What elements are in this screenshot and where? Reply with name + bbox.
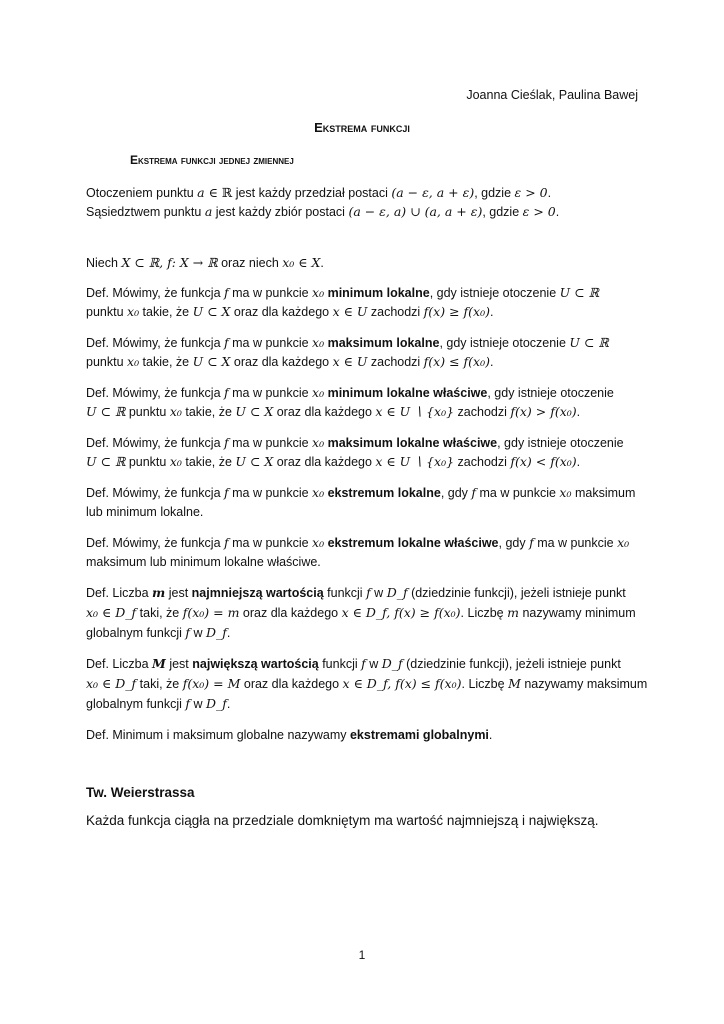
def-global-minimum-line3: globalnym funkcji f w D_f. [86,625,231,640]
def-strict-local-extremum-line1: Def. Mówimy, że funkcja f ma w punkcie x₀ ekstremum lokalne właściwe, gdy f ma w punkcie x₀ [86,535,630,550]
definition-punctured-neighbourhood: Sąsiedztwem punktu a jest każdy zbiór postaci (a − ε, a) ∪ (a, a + ε), gdzie ε > 0. [86,204,560,219]
page-title: Ekstrema funkcji [314,120,410,135]
theorem-title: Tw. Weierstrassa [86,785,195,800]
def-local-extremum-line1: Def. Mówimy, że funkcja f ma w punkcie x₀ ekstremum lokalne, gdy f ma w punkcie x₀ maksimum [86,485,636,500]
theorem-text: Każda funkcja ciągła na przedziale domkniętym ma wartość najmniejszą i największą. [86,813,599,828]
def-global-minimum-line1: Def. Liczba m jest najmniejszą wartością funkcji f w D_f (dziedzinie funkcji), jeżeli istnieje punkt [86,585,626,600]
page-number: 1 [358,948,366,962]
def-local-maximum-line2: punktu x₀ takie, że U ⊂ X oraz dla każdego x ∈ U zachodzi f(x) ≤ f(x₀). [86,354,494,369]
def-global-maximum-line1: Def. Liczba M jest największą wartością funkcji f w D_f (dziedzinie funkcji), jeżeli istnieje punkt [86,656,621,671]
def-strict-local-maximum-line1: Def. Mówimy, że funkcja f ma w punkcie x₀ maksimum lokalne właściwe, gdy istnieje otoczenie [86,435,624,450]
def-strict-local-extremum-line2: maksimum lub minimum lokalne właściwe. [86,555,321,569]
def-local-extremum-line2: lub minimum lokalne. [86,505,204,519]
definition-neighbourhood: Otoczeniem punktu a ∈ ℝ jest każdy przedział postaci (a − ε, a + ε), gdzie ε > 0. [86,185,552,200]
def-global-maximum-line2: x₀ ∈ D_f taki, że f(x₀) = M oraz dla każdego x ∈ D_f, f(x) ≤ f(x₀). Liczbę M nazywamy maksimum [86,676,648,691]
def-global-extrema: Def. Minimum i maksimum globalne nazywamy ekstremami globalnymi. [86,728,493,742]
def-local-minimum-line2: punktu x₀ takie, że U ⊂ X oraz dla każdego x ∈ U zachodzi f(x) ≥ f(x₀). [86,304,494,319]
def-global-minimum-line2: x₀ ∈ D_f taki, że f(x₀) = m oraz dla każdego x ∈ D_f, f(x) ≥ f(x₀). Liczbę m nazywamy minimum [86,605,636,620]
def-strict-local-minimum-line1: Def. Mówimy, że funkcja f ma w punkcie x₀ minimum lokalne właściwe, gdy istnieje otoczenie [86,385,614,400]
def-strict-local-maximum-line2: U ⊂ ℝ punktu x₀ takie, że U ⊂ X oraz dla każdego x ∈ U ∖ {x₀} zachodzi f(x) < f(x₀). [86,454,581,469]
authors: Joanna Cieślak, Paulina Bawej [466,88,638,102]
def-local-minimum-line1: Def. Mówimy, że funkcja f ma w punkcie x₀ minimum lokalne, gdy istnieje otoczenie U ⊂ ℝ [86,285,599,300]
def-strict-local-minimum-line2: U ⊂ ℝ punktu x₀ takie, że U ⊂ X oraz dla każdego x ∈ U ∖ {x₀} zachodzi f(x) > f(x₀). [86,404,581,419]
assumption-line: Niech X ⊂ ℝ, f: X → ℝ oraz niech x₀ ∈ X. [86,255,324,270]
def-local-maximum-line1: Def. Mówimy, że funkcja f ma w punkcie x₀ maksimum lokalne, gdy istnieje otoczenie U ⊂ ℝ [86,335,609,350]
def-global-maximum-line3: globalnym funkcji f w D_f. [86,696,231,711]
section-subtitle: Ekstrema funkcji jednej zmiennej [130,153,294,167]
